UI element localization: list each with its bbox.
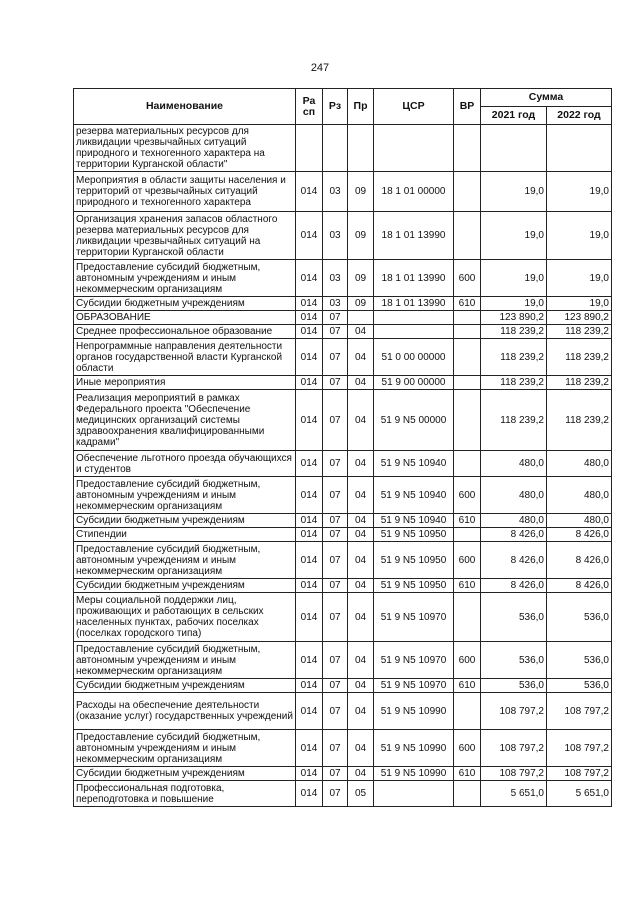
table-row — [74, 542, 612, 579]
row-csr: 51 9 N5 10950 — [374, 579, 454, 593]
row-csr: 18 1 01 13990 — [374, 297, 454, 311]
row-csr: 51 0 00 00000 — [374, 339, 454, 376]
row-sum-2021: 480,0 — [481, 477, 547, 514]
row-sum-2022: 480,0 — [547, 477, 612, 514]
row-rz: 07 — [323, 693, 348, 730]
row-rz: 07 — [323, 514, 348, 528]
row-sum-2021: 118 239,2 — [481, 390, 547, 451]
row-sum-2021: 480,0 — [481, 514, 547, 528]
row-name: Предоставление субсидий бюджетным, автономным учреждениям и иным некоммерческим организациям — [74, 730, 296, 767]
table-row — [74, 390, 612, 451]
row-sum-2021: 19,0 — [481, 260, 547, 297]
row-sum-2022: 8 426,0 — [547, 542, 612, 579]
row-csr: 51 9 N5 10990 — [374, 730, 454, 767]
row-csr: 51 9 N5 10970 — [374, 593, 454, 642]
row-rz: 07 — [323, 781, 348, 807]
row-sum-2022: 118 239,2 — [547, 325, 612, 339]
table-row — [74, 451, 612, 477]
page-number: 247 — [310, 62, 330, 74]
row-vr — [454, 376, 481, 390]
row-csr: 51 9 N5 10940 — [374, 477, 454, 514]
row-sum-2022: 118 239,2 — [547, 376, 612, 390]
row-vr: 610 — [454, 297, 481, 311]
row-name: Профессиональная подготовка, переподготовка и повышение — [74, 781, 296, 807]
row-pr — [348, 311, 374, 325]
table-row — [74, 376, 612, 390]
row-rz: 07 — [323, 451, 348, 477]
row-name: Среднее профессиональное образование — [74, 325, 296, 339]
row-sum-2021: 123 890,2 — [481, 311, 547, 325]
table-row — [74, 528, 612, 542]
row-rz: 07 — [323, 311, 348, 325]
table-row — [74, 679, 612, 693]
row-rasp: 014 — [296, 260, 323, 297]
row-csr: 51 9 N5 10940 — [374, 451, 454, 477]
row-csr: 18 1 01 13990 — [374, 260, 454, 297]
row-sum-2021: 536,0 — [481, 642, 547, 679]
row-vr: 600 — [454, 260, 481, 297]
row-sum-2021: 8 426,0 — [481, 528, 547, 542]
row-rz — [323, 125, 348, 172]
table-row — [74, 212, 612, 260]
row-rz: 07 — [323, 593, 348, 642]
row-pr: 05 — [348, 781, 374, 807]
row-rasp: 014 — [296, 579, 323, 593]
row-sum-2022: 118 239,2 — [547, 390, 612, 451]
row-vr — [454, 528, 481, 542]
header-name: Наименование — [74, 89, 296, 125]
header-vr: ВР — [454, 89, 481, 125]
table-row — [74, 767, 612, 781]
row-csr: 18 1 01 00000 — [374, 172, 454, 212]
row-vr — [454, 593, 481, 642]
row-name: Организация хранения запасов областного резерва материальных ресурсов для ликвидации чрезвычайных ситуаций на территории Курганской области — [74, 212, 296, 260]
row-sum-2022: 108 797,2 — [547, 767, 612, 781]
row-rasp: 014 — [296, 642, 323, 679]
row-sum-2022: 480,0 — [547, 514, 612, 528]
row-csr — [374, 311, 454, 325]
row-csr: 51 9 N5 10990 — [374, 767, 454, 781]
row-rz: 07 — [323, 339, 348, 376]
row-name: Непрограммные направления деятельности органов государственной власти Курганской области — [74, 339, 296, 376]
row-name: Субсидии бюджетным учреждениям — [74, 767, 296, 781]
table-row — [74, 593, 612, 642]
row-pr: 04 — [348, 767, 374, 781]
row-sum-2021: 19,0 — [481, 297, 547, 311]
row-rz: 03 — [323, 260, 348, 297]
row-sum-2021: 118 239,2 — [481, 376, 547, 390]
budget-table — [73, 88, 612, 807]
table-row — [74, 339, 612, 376]
row-rasp: 014 — [296, 390, 323, 451]
row-sum-2022: 108 797,2 — [547, 693, 612, 730]
row-rasp: 014 — [296, 172, 323, 212]
row-sum-2022: 19,0 — [547, 172, 612, 212]
row-csr: 51 9 N5 10990 — [374, 693, 454, 730]
row-rz: 07 — [323, 679, 348, 693]
row-vr: 610 — [454, 514, 481, 528]
row-sum-2021: 480,0 — [481, 451, 547, 477]
row-rasp: 014 — [296, 730, 323, 767]
row-sum-2021: 8 426,0 — [481, 542, 547, 579]
header-pr: Пр — [348, 89, 374, 125]
row-name: Субсидии бюджетным учреждениям — [74, 514, 296, 528]
row-name: Иные мероприятия — [74, 376, 296, 390]
row-sum-2021: 19,0 — [481, 172, 547, 212]
row-name: Стипендии — [74, 528, 296, 542]
row-sum-2022: 123 890,2 — [547, 311, 612, 325]
header-2022: 2022 год — [547, 107, 612, 125]
header-csr: ЦСР — [374, 89, 454, 125]
header-sum: Сумма — [481, 89, 612, 107]
table-row — [74, 693, 612, 730]
row-vr: 600 — [454, 730, 481, 767]
row-name: Реализация мероприятий в рамках Федерального проекта "Обеспечение медицинских организаций системы здравоохранения квалифицированными кадрами" — [74, 390, 296, 451]
row-csr: 51 9 N5 10970 — [374, 679, 454, 693]
row-rz: 07 — [323, 767, 348, 781]
row-rasp: 014 — [296, 679, 323, 693]
row-rasp: 014 — [296, 542, 323, 579]
row-rasp: 014 — [296, 297, 323, 311]
row-rz: 07 — [323, 477, 348, 514]
row-csr: 51 9 N5 10950 — [374, 542, 454, 579]
row-pr: 04 — [348, 376, 374, 390]
row-pr: 04 — [348, 679, 374, 693]
row-pr: 04 — [348, 593, 374, 642]
row-name: Расходы на обеспечение деятельности (оказание услуг) государственных учреждений — [74, 693, 296, 730]
row-pr: 04 — [348, 477, 374, 514]
row-sum-2022: 118 239,2 — [547, 339, 612, 376]
row-rz: 03 — [323, 172, 348, 212]
row-sum-2021: 19,0 — [481, 212, 547, 260]
row-pr: 04 — [348, 730, 374, 767]
row-pr: 04 — [348, 642, 374, 679]
row-csr — [374, 125, 454, 172]
row-csr — [374, 325, 454, 339]
table-row — [74, 642, 612, 679]
row-vr — [454, 781, 481, 807]
table-row — [74, 781, 612, 807]
row-sum-2022: 480,0 — [547, 451, 612, 477]
header-rasp: Ра сп — [296, 89, 323, 125]
row-vr: 610 — [454, 679, 481, 693]
row-name: Субсидии бюджетным учреждениям — [74, 679, 296, 693]
row-name: Обеспечение льготного проезда обучающихся и студентов — [74, 451, 296, 477]
row-csr: 51 9 N5 00000 — [374, 390, 454, 451]
row-name: Субсидии бюджетным учреждениям — [74, 297, 296, 311]
table-row — [74, 730, 612, 767]
row-name: Мероприятия в области защиты населения и территорий от чрезвычайных ситуаций природного и техногенного характера — [74, 172, 296, 212]
row-vr — [454, 390, 481, 451]
row-rasp: 014 — [296, 325, 323, 339]
row-rz: 07 — [323, 730, 348, 767]
row-rz: 07 — [323, 542, 348, 579]
row-rasp: 014 — [296, 514, 323, 528]
row-rasp: 014 — [296, 311, 323, 325]
row-vr — [454, 339, 481, 376]
row-name: Субсидии бюджетным учреждениям — [74, 579, 296, 593]
row-rasp: 014 — [296, 528, 323, 542]
table-row — [74, 260, 612, 297]
row-sum-2022: 8 426,0 — [547, 579, 612, 593]
row-sum-2022: 536,0 — [547, 679, 612, 693]
row-csr: 18 1 01 13990 — [374, 212, 454, 260]
row-csr — [374, 781, 454, 807]
row-sum-2022: 19,0 — [547, 212, 612, 260]
row-vr — [454, 325, 481, 339]
row-rasp: 014 — [296, 376, 323, 390]
row-pr: 04 — [348, 579, 374, 593]
row-pr: 04 — [348, 528, 374, 542]
header-2021: 2021 год — [481, 107, 547, 125]
row-vr: 600 — [454, 477, 481, 514]
row-sum-2021: 108 797,2 — [481, 730, 547, 767]
table-row — [74, 125, 612, 172]
row-sum-2021 — [481, 125, 547, 172]
row-vr — [454, 451, 481, 477]
row-csr: 51 9 N5 10950 — [374, 528, 454, 542]
row-sum-2021: 5 651,0 — [481, 781, 547, 807]
row-rasp: 014 — [296, 781, 323, 807]
row-pr — [348, 125, 374, 172]
row-vr: 600 — [454, 642, 481, 679]
table-row — [74, 579, 612, 593]
row-rasp: 014 — [296, 767, 323, 781]
row-rz: 07 — [323, 325, 348, 339]
row-vr — [454, 172, 481, 212]
row-rasp — [296, 125, 323, 172]
row-pr: 09 — [348, 297, 374, 311]
row-name: Меры социальной поддержки лиц, проживающих и работающих в сельских населенных пунктах, рабочих поселках (поселках городского типа) — [74, 593, 296, 642]
row-sum-2021: 536,0 — [481, 593, 547, 642]
row-sum-2021: 108 797,2 — [481, 767, 547, 781]
row-rz: 03 — [323, 297, 348, 311]
row-name: Предоставление субсидий бюджетным, автономным учреждениям и иным некоммерческим организациям — [74, 642, 296, 679]
header-rz: Рз — [323, 89, 348, 125]
row-sum-2021: 108 797,2 — [481, 693, 547, 730]
row-csr: 51 9 N5 10970 — [374, 642, 454, 679]
row-sum-2021: 536,0 — [481, 679, 547, 693]
row-pr: 04 — [348, 451, 374, 477]
row-vr — [454, 125, 481, 172]
row-rz: 03 — [323, 212, 348, 260]
row-vr — [454, 311, 481, 325]
row-vr: 610 — [454, 579, 481, 593]
table-row — [74, 311, 612, 325]
table-row — [74, 325, 612, 339]
row-sum-2022: 108 797,2 — [547, 730, 612, 767]
row-pr: 04 — [348, 339, 374, 376]
table-row — [74, 477, 612, 514]
row-rz: 07 — [323, 390, 348, 451]
row-name: ОБРАЗОВАНИЕ — [74, 311, 296, 325]
row-rasp: 014 — [296, 477, 323, 514]
row-sum-2022: 536,0 — [547, 593, 612, 642]
row-sum-2021: 118 239,2 — [481, 325, 547, 339]
table-body — [74, 125, 612, 807]
row-vr: 610 — [454, 767, 481, 781]
row-pr: 09 — [348, 172, 374, 212]
row-pr: 09 — [348, 212, 374, 260]
row-vr — [454, 212, 481, 260]
table-row — [74, 297, 612, 311]
row-rasp: 014 — [296, 693, 323, 730]
row-pr: 04 — [348, 693, 374, 730]
row-csr: 51 9 N5 10940 — [374, 514, 454, 528]
row-sum-2021: 8 426,0 — [481, 579, 547, 593]
row-name: Предоставление субсидий бюджетным, автономным учреждениям и иным некоммерческим организациям — [74, 542, 296, 579]
row-rasp: 014 — [296, 593, 323, 642]
row-sum-2022: 19,0 — [547, 297, 612, 311]
row-name: резерва материальных ресурсов для ликвидации чрезвычайных ситуаций природного и техногенного характера на территории Курганской области" — [74, 125, 296, 172]
row-rasp: 014 — [296, 212, 323, 260]
row-vr — [454, 693, 481, 730]
row-rasp: 014 — [296, 339, 323, 376]
row-name: Предоставление субсидий бюджетным, автономным учреждениям и иным некоммерческим организациям — [74, 477, 296, 514]
row-rz: 07 — [323, 579, 348, 593]
row-pr: 04 — [348, 390, 374, 451]
row-pr: 04 — [348, 325, 374, 339]
row-sum-2022 — [547, 125, 612, 172]
row-csr: 51 9 00 00000 — [374, 376, 454, 390]
row-sum-2022: 19,0 — [547, 260, 612, 297]
row-sum-2022: 8 426,0 — [547, 528, 612, 542]
row-pr: 04 — [348, 514, 374, 528]
table-row — [74, 172, 612, 212]
row-rz: 07 — [323, 642, 348, 679]
row-vr: 600 — [454, 542, 481, 579]
row-rasp: 014 — [296, 451, 323, 477]
row-sum-2022: 536,0 — [547, 642, 612, 679]
row-pr: 04 — [348, 542, 374, 579]
table-row — [74, 514, 612, 528]
row-rz: 07 — [323, 528, 348, 542]
row-pr: 09 — [348, 260, 374, 297]
row-sum-2021: 118 239,2 — [481, 339, 547, 376]
row-name: Предоставление субсидий бюджетным, автономным учреждениям и иным некоммерческим организациям — [74, 260, 296, 297]
row-sum-2022: 5 651,0 — [547, 781, 612, 807]
table-header — [74, 89, 612, 125]
row-rz: 07 — [323, 376, 348, 390]
